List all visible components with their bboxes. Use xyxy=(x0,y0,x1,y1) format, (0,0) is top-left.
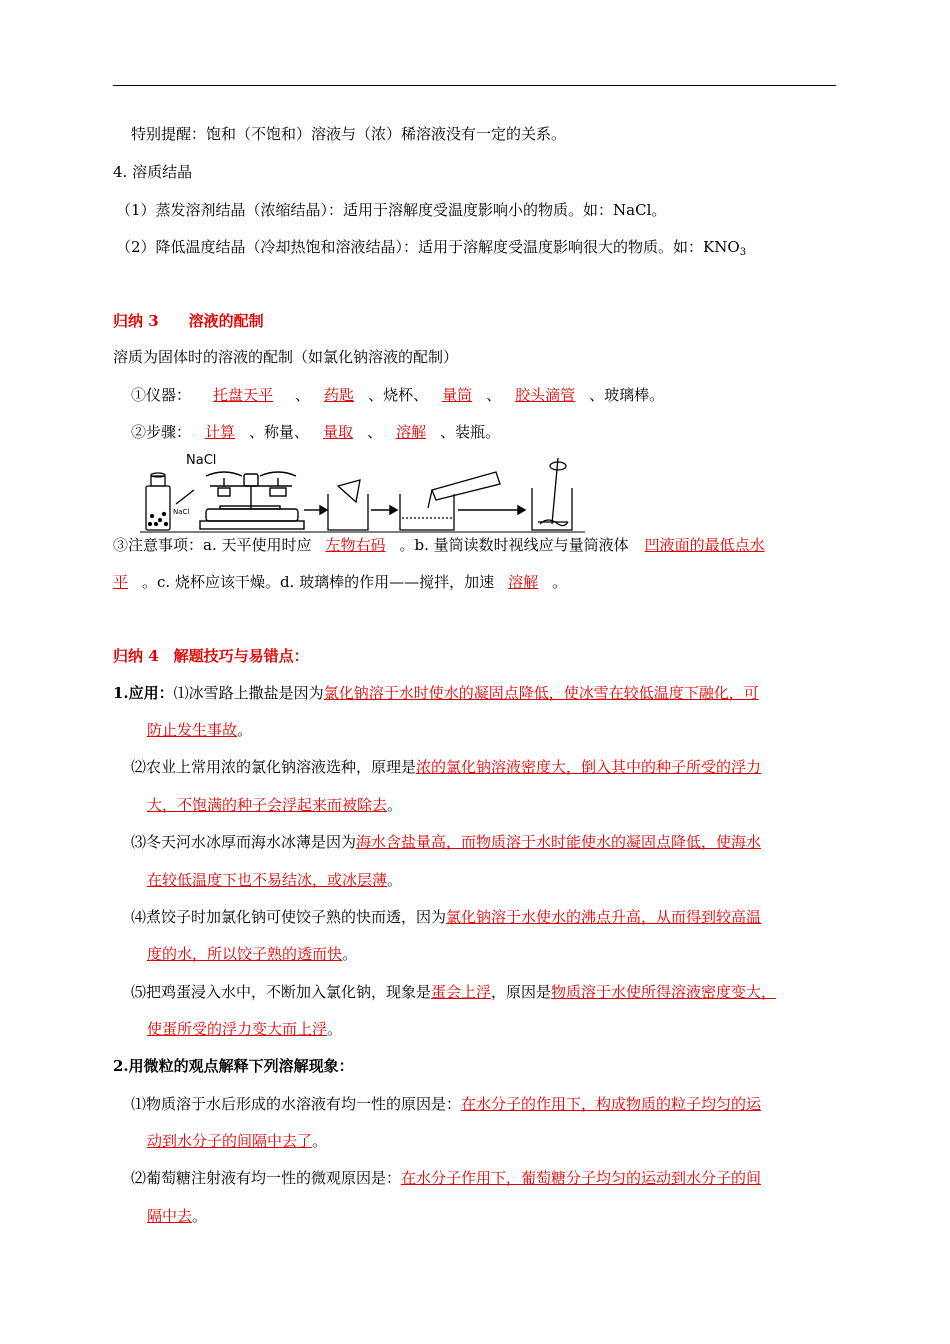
micro-1-line-2: 动到水分子的间隔中去了。 xyxy=(147,1132,328,1150)
app-3-line-1: ⑶冬天河水冰厚而海水冰薄是因为海水含盐量高，而物质溶于水时能使水的凝固点降低，使海水 xyxy=(131,833,762,851)
instrument-answer-4: 胶头滴管 xyxy=(515,386,576,404)
app-5-line-1: ⑸把鸡蛋浸入水中，不断加入氯化钠，现象是蛋会上浮，原因是物质溶于水使所得溶液密度变大， xyxy=(131,983,777,1001)
instrument-answer-2: 药匙 xyxy=(324,386,355,404)
app-4-line-1: ⑷煮饺子时加氯化钠可使饺子熟的快而透，因为氯化钠溶于水使水的沸点升高，从而得到较高温 xyxy=(131,908,762,926)
app-2-line-2: 大，不饱满的种子会浮起来而被除去。 xyxy=(147,796,403,814)
notes-answer-b: 凹液面的最低点水 xyxy=(644,536,765,554)
crystal-item-2: （2）降低温度结晶（冷却热饱和溶液结晶）：适用于溶解度受温度影响很大的物质。如：$KNO_3$ xyxy=(116,238,747,258)
figure-nacl-label: NaCl xyxy=(186,453,217,468)
beaker-stirring-icon xyxy=(532,458,572,530)
balance-icon xyxy=(200,472,304,529)
app-3-line-2: 在较低温度下也不易结冰，或冰层薄。 xyxy=(147,871,403,889)
micro-2-line-2: 隔中去。 xyxy=(147,1207,208,1225)
notes-line-1: ③注意事项：a. 天平使用时应 左物右码 。b. 量筒读数时视线应与量筒液体 凹液面的最低点水 xyxy=(113,536,765,554)
step-answer-3: 溶解 xyxy=(396,423,427,441)
instruments-line: ①仪器： 托盘天平 、 药匙 、烧杯、 量筒 、 胶头滴管 、玻璃棒。 xyxy=(131,386,665,404)
section3-intro: 溶质为固体时的溶液的配制（如氯化钠溶液的配制） xyxy=(113,348,459,366)
process-arrows xyxy=(304,506,525,514)
notes-answer-a: 左物右码 xyxy=(325,536,386,554)
notes-answer-d: 溶解 xyxy=(508,573,539,591)
step-answer-2: 量取 xyxy=(323,423,354,441)
header-rule xyxy=(113,85,836,86)
app-2-line-1: ⑵农业上常用浓的氯化钠溶液选种，原理是浓的氯化钠溶液密度大，倒入其中的种子所受的浮力 xyxy=(131,758,762,776)
reagent-bottle-icon xyxy=(146,473,170,530)
app-1-line-2: 防止发生事故。 xyxy=(147,721,253,739)
steps-line: ②步骤： 计算 、称量、 量取 、 溶解 、装瓶。 xyxy=(131,423,501,441)
micro-2-line-1: ⑵葡萄糖注射液有均一性的微观原因是：在水分子作用下，葡萄糖分子均匀的运动到水分子的间 xyxy=(131,1169,762,1187)
micro-heading: 2.用微粒的观点解释下列溶解现象： xyxy=(113,1057,354,1075)
step-answer-1: 计算 xyxy=(205,423,236,441)
spoon-icon xyxy=(176,490,194,504)
notes-line-2: 平 。c. 烧杯应该干燥。d. 玻璃棒的作用——搅拌，加速 溶解 。 xyxy=(113,573,568,591)
instrument-answer-1: 托盘天平 xyxy=(213,386,274,404)
micro-1-line-1: ⑴物质溶于水后形成的水溶液有均一性的原因是：在水分子的作用下，构成物质的粒子均匀的运 xyxy=(131,1095,762,1113)
beaker-cylinder-icon xyxy=(400,472,500,530)
reminder-text: 特别提醒：饱和（不饱和）溶液与（浓）稀溶液没有一定的关系。 xyxy=(131,125,567,143)
instrument-answer-3: 量筒 xyxy=(442,386,473,404)
preparation-figure xyxy=(140,444,585,536)
crystal-heading: 4. 溶质结晶 xyxy=(113,163,193,181)
section3-title: 归纳 3 溶液的配制 xyxy=(113,312,264,330)
crystal-item-1: （1）蒸发溶剂结晶（浓缩结晶）：适用于溶解度受温度影响小的物质。如：NaCl。 xyxy=(116,201,667,219)
app-5-line-2: 使蛋所受的浮力变大而上浮。 xyxy=(147,1020,343,1038)
app-4-line-2: 度的水，所以饺子熟的透而快。 xyxy=(147,945,358,963)
section4-title: 归纳 4 解题技巧与易错点： xyxy=(113,647,309,665)
bottle-label: NaCl xyxy=(173,508,190,516)
notes-answer-b-cont: 平 xyxy=(113,573,129,591)
app-1-line-1: 1.应用：⑴冰雪路上撒盐是因为氯化钠溶于水时使水的凝固点降低，使冰雪在较低温度下融化，可 xyxy=(113,684,759,702)
beaker-funnel-icon xyxy=(328,480,368,530)
